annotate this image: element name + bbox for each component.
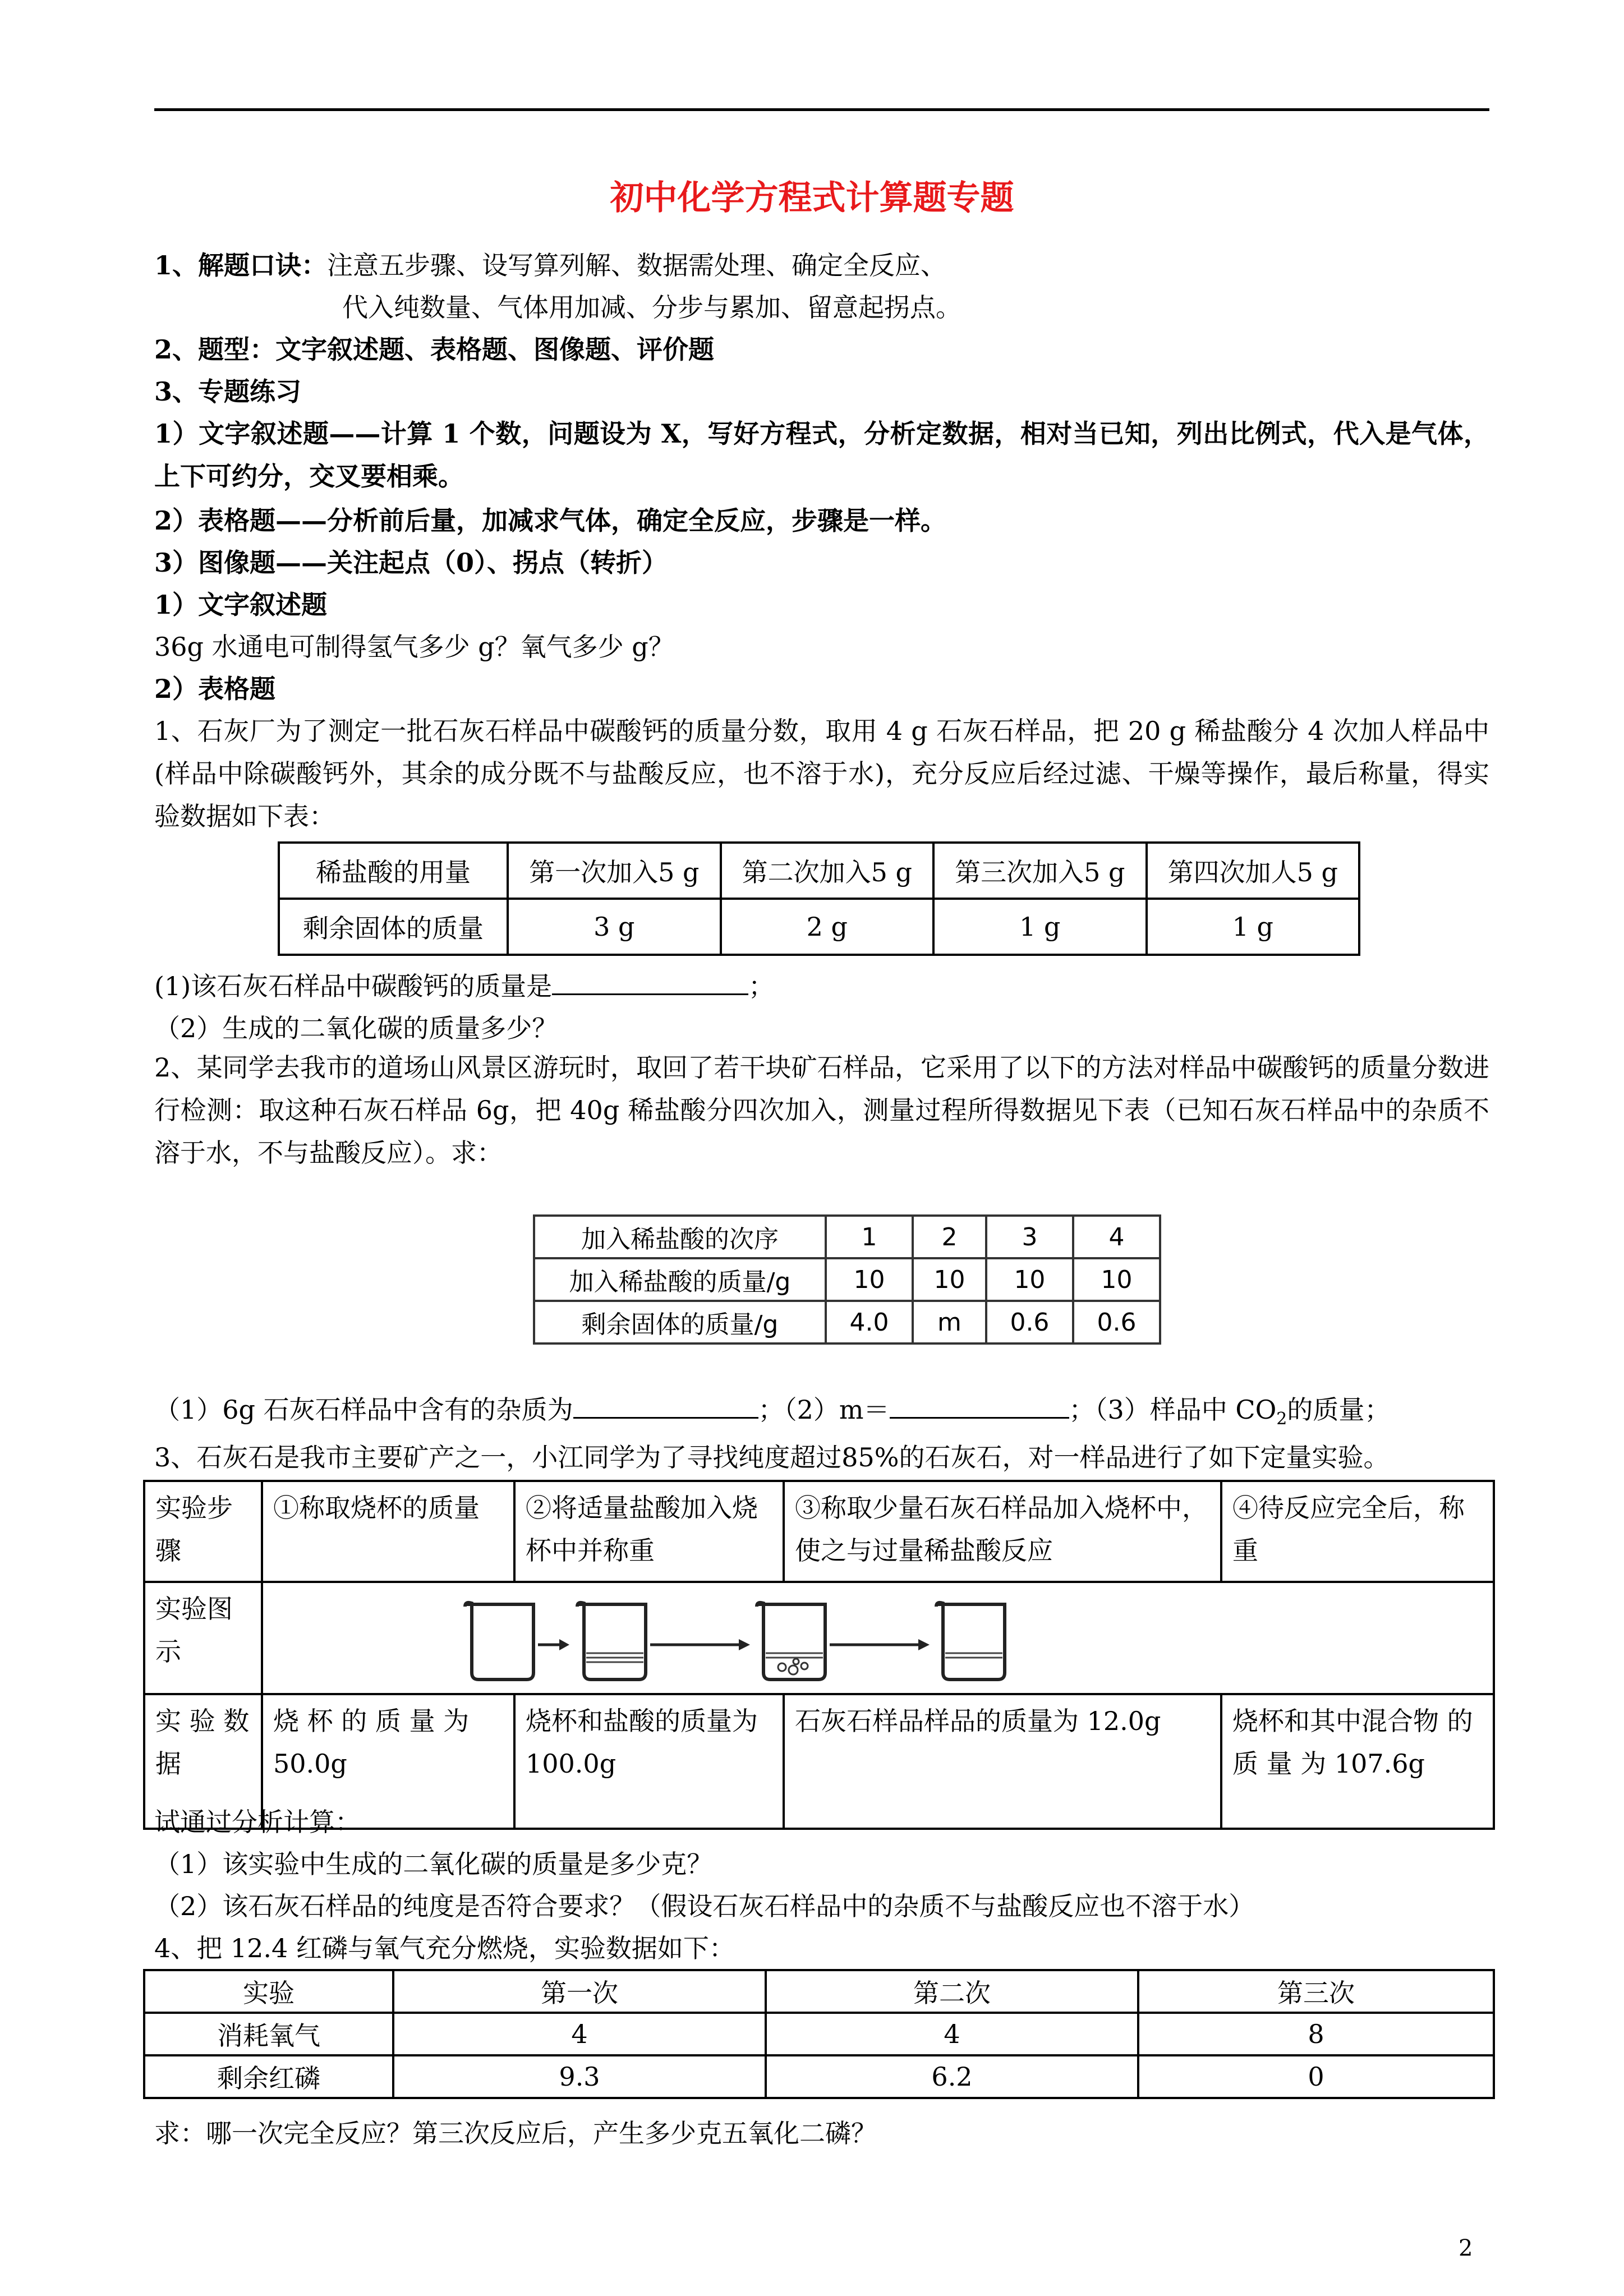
table-cell: 烧杯和其中混合物 的 质 量 为 107.6g [1221, 1694, 1494, 1829]
liquid-icon [945, 1653, 1002, 1658]
table-cell: 实 验 数据 [144, 1694, 262, 1829]
table-cell: 10 [913, 1258, 986, 1301]
table-cell: 石灰石样品样品的质量为 12.0g [784, 1694, 1221, 1829]
liquid-icon [586, 1653, 643, 1662]
table-cell: 实验 [144, 1970, 393, 2013]
question-3-intro: 试通过分析计算： [154, 1807, 361, 1837]
question-text: （1）6g 石灰石样品中含有的杂质为 [154, 1395, 573, 1425]
question-3a: （1）该实验中生成的二氧化碳的质量是多少克？ [154, 1849, 713, 1879]
section-table-problems: 2）表格题 [154, 674, 276, 704]
table-row [144, 1582, 1494, 1694]
question-2 [154, 1391, 1390, 1438]
question-text: (1)该石灰石样品中碳酸钙的质量是 [154, 971, 553, 1001]
text-problem-method: 1）文字叙述题——计算 1 个数，问题设为 X，写好方程式，分析定数据，相对当已知，列出比例式，代入是气体，上下可约分，交叉要相乘。 [154, 418, 1489, 491]
table-cell: 9.3 [393, 2055, 766, 2098]
table-4 [143, 1969, 1495, 2099]
table-cell: 3 [986, 1216, 1073, 1258]
table-row [144, 2013, 1494, 2055]
question-text: 的质量； [1287, 1395, 1391, 1425]
question-3b: （2）该石灰石样品的纯度是否符合要求？（假设石灰石样品中的杂质不与盐酸反应也不溶于水） [154, 1891, 1255, 1921]
problem-1-text: 1、石灰厂为了测定一批石灰石样品中碳酸钙的质量分数，取用 4 g 石灰石样品，把 20 g 稀盐酸分 4 次加人样品中(样品中除碳酸钙外，其余的成分既不与盐酸反应，也不溶于水)，充分反应后经过滤、干燥等操作，最后称量，得实验数据如下表： [154, 716, 1489, 831]
table-cell: 稀盐酸的用量 [279, 843, 508, 899]
table-cell: 剩余固体的质量/g [534, 1301, 826, 1343]
answer-blank [552, 971, 748, 995]
table-cell: ②将适量盐酸加入烧杯中并称重 [514, 1481, 784, 1582]
table-cell: ④待反应完全后，称重 [1221, 1481, 1494, 1582]
table-cell: 8 [1138, 2013, 1494, 2055]
table-cell: 烧 杯 的 质 量 为 50.0g [262, 1694, 514, 1829]
table-cell: 4 [393, 2013, 766, 2055]
table-cell: 6.2 [766, 2055, 1138, 2098]
problem-3-text: 3、石灰石是我市主要矿产之一，小江同学为了寻找纯度超过85%的石灰石，对一样品进行了如下定量实验。 [154, 1442, 1390, 1473]
bubbles-icon [778, 1659, 808, 1674]
subscript: 2 [1276, 1409, 1287, 1429]
table-row [534, 1216, 1160, 1258]
table-cell: 2 g [721, 899, 934, 955]
table-cell: 剩余红磷 [144, 2055, 393, 2098]
table-3 [143, 1480, 1495, 1830]
tips-text-1: 注意五步骤、设写算列解、数据需处理、确定全反应、 [327, 250, 947, 280]
table-cell: 第二次加入5 g [721, 843, 934, 899]
question-1b: （2）生成的二氧化碳的质量多少？ [154, 1013, 558, 1043]
beaker-icon [757, 1603, 825, 1680]
table-cell: 实验步骤 [144, 1481, 262, 1582]
table-cell: ①称取烧杯的质量 [262, 1481, 514, 1582]
table-cell: 烧杯和盐酸的质量为100.0g [514, 1694, 784, 1829]
table-row [279, 843, 1359, 899]
liquid-icon [766, 1653, 823, 1658]
table-row [534, 1301, 1160, 1343]
table-cell: 4 [1073, 1216, 1160, 1258]
table-cell: 加入稀盐酸的次序 [534, 1216, 826, 1258]
section-text-problems: 1）文字叙述题 [154, 590, 328, 620]
question-text: ； [748, 971, 775, 1001]
table-cell: ③称取少量石灰石样品加入烧杯中，使之与过量稀盐酸反应 [784, 1481, 1221, 1582]
table-row [279, 899, 1359, 955]
answer-blank [573, 1395, 758, 1419]
table-cell: 实验图示 [144, 1582, 262, 1694]
table-cell: 10 [1073, 1258, 1160, 1301]
table-cell: 10 [986, 1258, 1073, 1301]
table-row [144, 1970, 1494, 2013]
question-text: ；（2）m＝ [758, 1395, 890, 1425]
table-cell: 1 [826, 1216, 913, 1258]
table-cell: 加入稀盐酸的质量/g [534, 1258, 826, 1301]
beaker-diagram-cell [262, 1582, 1494, 1694]
beaker-diagram [263, 1583, 1273, 1690]
page-number: 2 [1459, 2235, 1473, 2261]
table-cell: 第三次 [1138, 1970, 1494, 2013]
types-line: 2、题型：文字叙述题、表格题、图像题、评价题 [154, 334, 715, 365]
table-cell: m [913, 1301, 986, 1343]
question-1a [154, 968, 774, 1005]
table-cell: 剩余固体的质量 [279, 899, 508, 955]
table-cell: 10 [826, 1258, 913, 1301]
table-cell: 第三次加入5 g [933, 843, 1147, 899]
tips-line-1 [154, 247, 946, 284]
page-title: 初中化学方程式计算题专题 [610, 178, 1014, 218]
table-cell: 1 g [1147, 899, 1360, 955]
table-row [144, 2055, 1494, 2098]
table-cell: 第四次加人5 g [1147, 843, 1360, 899]
table-problem-method: 2）表格题——分析前后量，加减求气体，确定全反应，步骤是一样。 [154, 505, 947, 536]
table-cell: 4 [766, 2013, 1138, 2055]
beaker-icon [936, 1603, 1005, 1680]
problem-4-text: 4、把 12.4 红磷与氧气充分燃烧，实验数据如下： [154, 1933, 735, 1963]
table-row [534, 1258, 1160, 1301]
question-text: ；（3）样品中 CO [1069, 1395, 1277, 1425]
table-cell: 第一次 [393, 1970, 766, 2013]
problem-2-text: 2、某同学去我市的道场山风景区游玩时，取回了若干块矿石样品，它采用了以下的方法对样品中碳酸钙的质量分数进行检测：取这种石灰石样品 6g，把 40g 稀盐酸分四次加入，测量过程所得数据见下表（已知石灰石样品中的杂质不溶于水，不与盐酸反应）。求： [154, 1052, 1489, 1168]
table-cell: 消耗氧气 [144, 2013, 393, 2055]
table-cell: 0.6 [986, 1301, 1073, 1343]
table-cell: 1 g [933, 899, 1147, 955]
table-cell: 3 g [508, 899, 721, 955]
beaker-icon [577, 1603, 646, 1680]
graph-problem-method: 3）图像题——关注起点（0）、拐点（转折） [154, 547, 668, 578]
header-rule [154, 108, 1489, 111]
question-4: 求：哪一次完全反应？第三次反应后，产生多少克五氧化二磷？ [154, 2118, 877, 2148]
table-cell: 4.0 [826, 1301, 913, 1343]
table-row [144, 1481, 1494, 1582]
table-cell: 0 [1138, 2055, 1494, 2098]
table-cell: 0.6 [1073, 1301, 1160, 1343]
table-2 [533, 1214, 1161, 1345]
tips-label: 1、解题口诀： [154, 250, 328, 280]
table-cell: 第一次加入5 g [508, 843, 721, 899]
answer-blank [890, 1395, 1069, 1419]
practice-heading: 3、专题练习 [154, 376, 302, 407]
table-cell: 2 [913, 1216, 986, 1258]
table-cell: 第二次 [766, 1970, 1138, 2013]
beaker-icon [465, 1603, 533, 1680]
tips-line-2: 代入纯数量、气体用加减、分步与累加、留意起拐点。 [342, 292, 961, 323]
problem-water: 36g 水通电可制得氢气多少 g？氧气多少 g？ [154, 632, 674, 662]
table-1 [278, 841, 1360, 956]
